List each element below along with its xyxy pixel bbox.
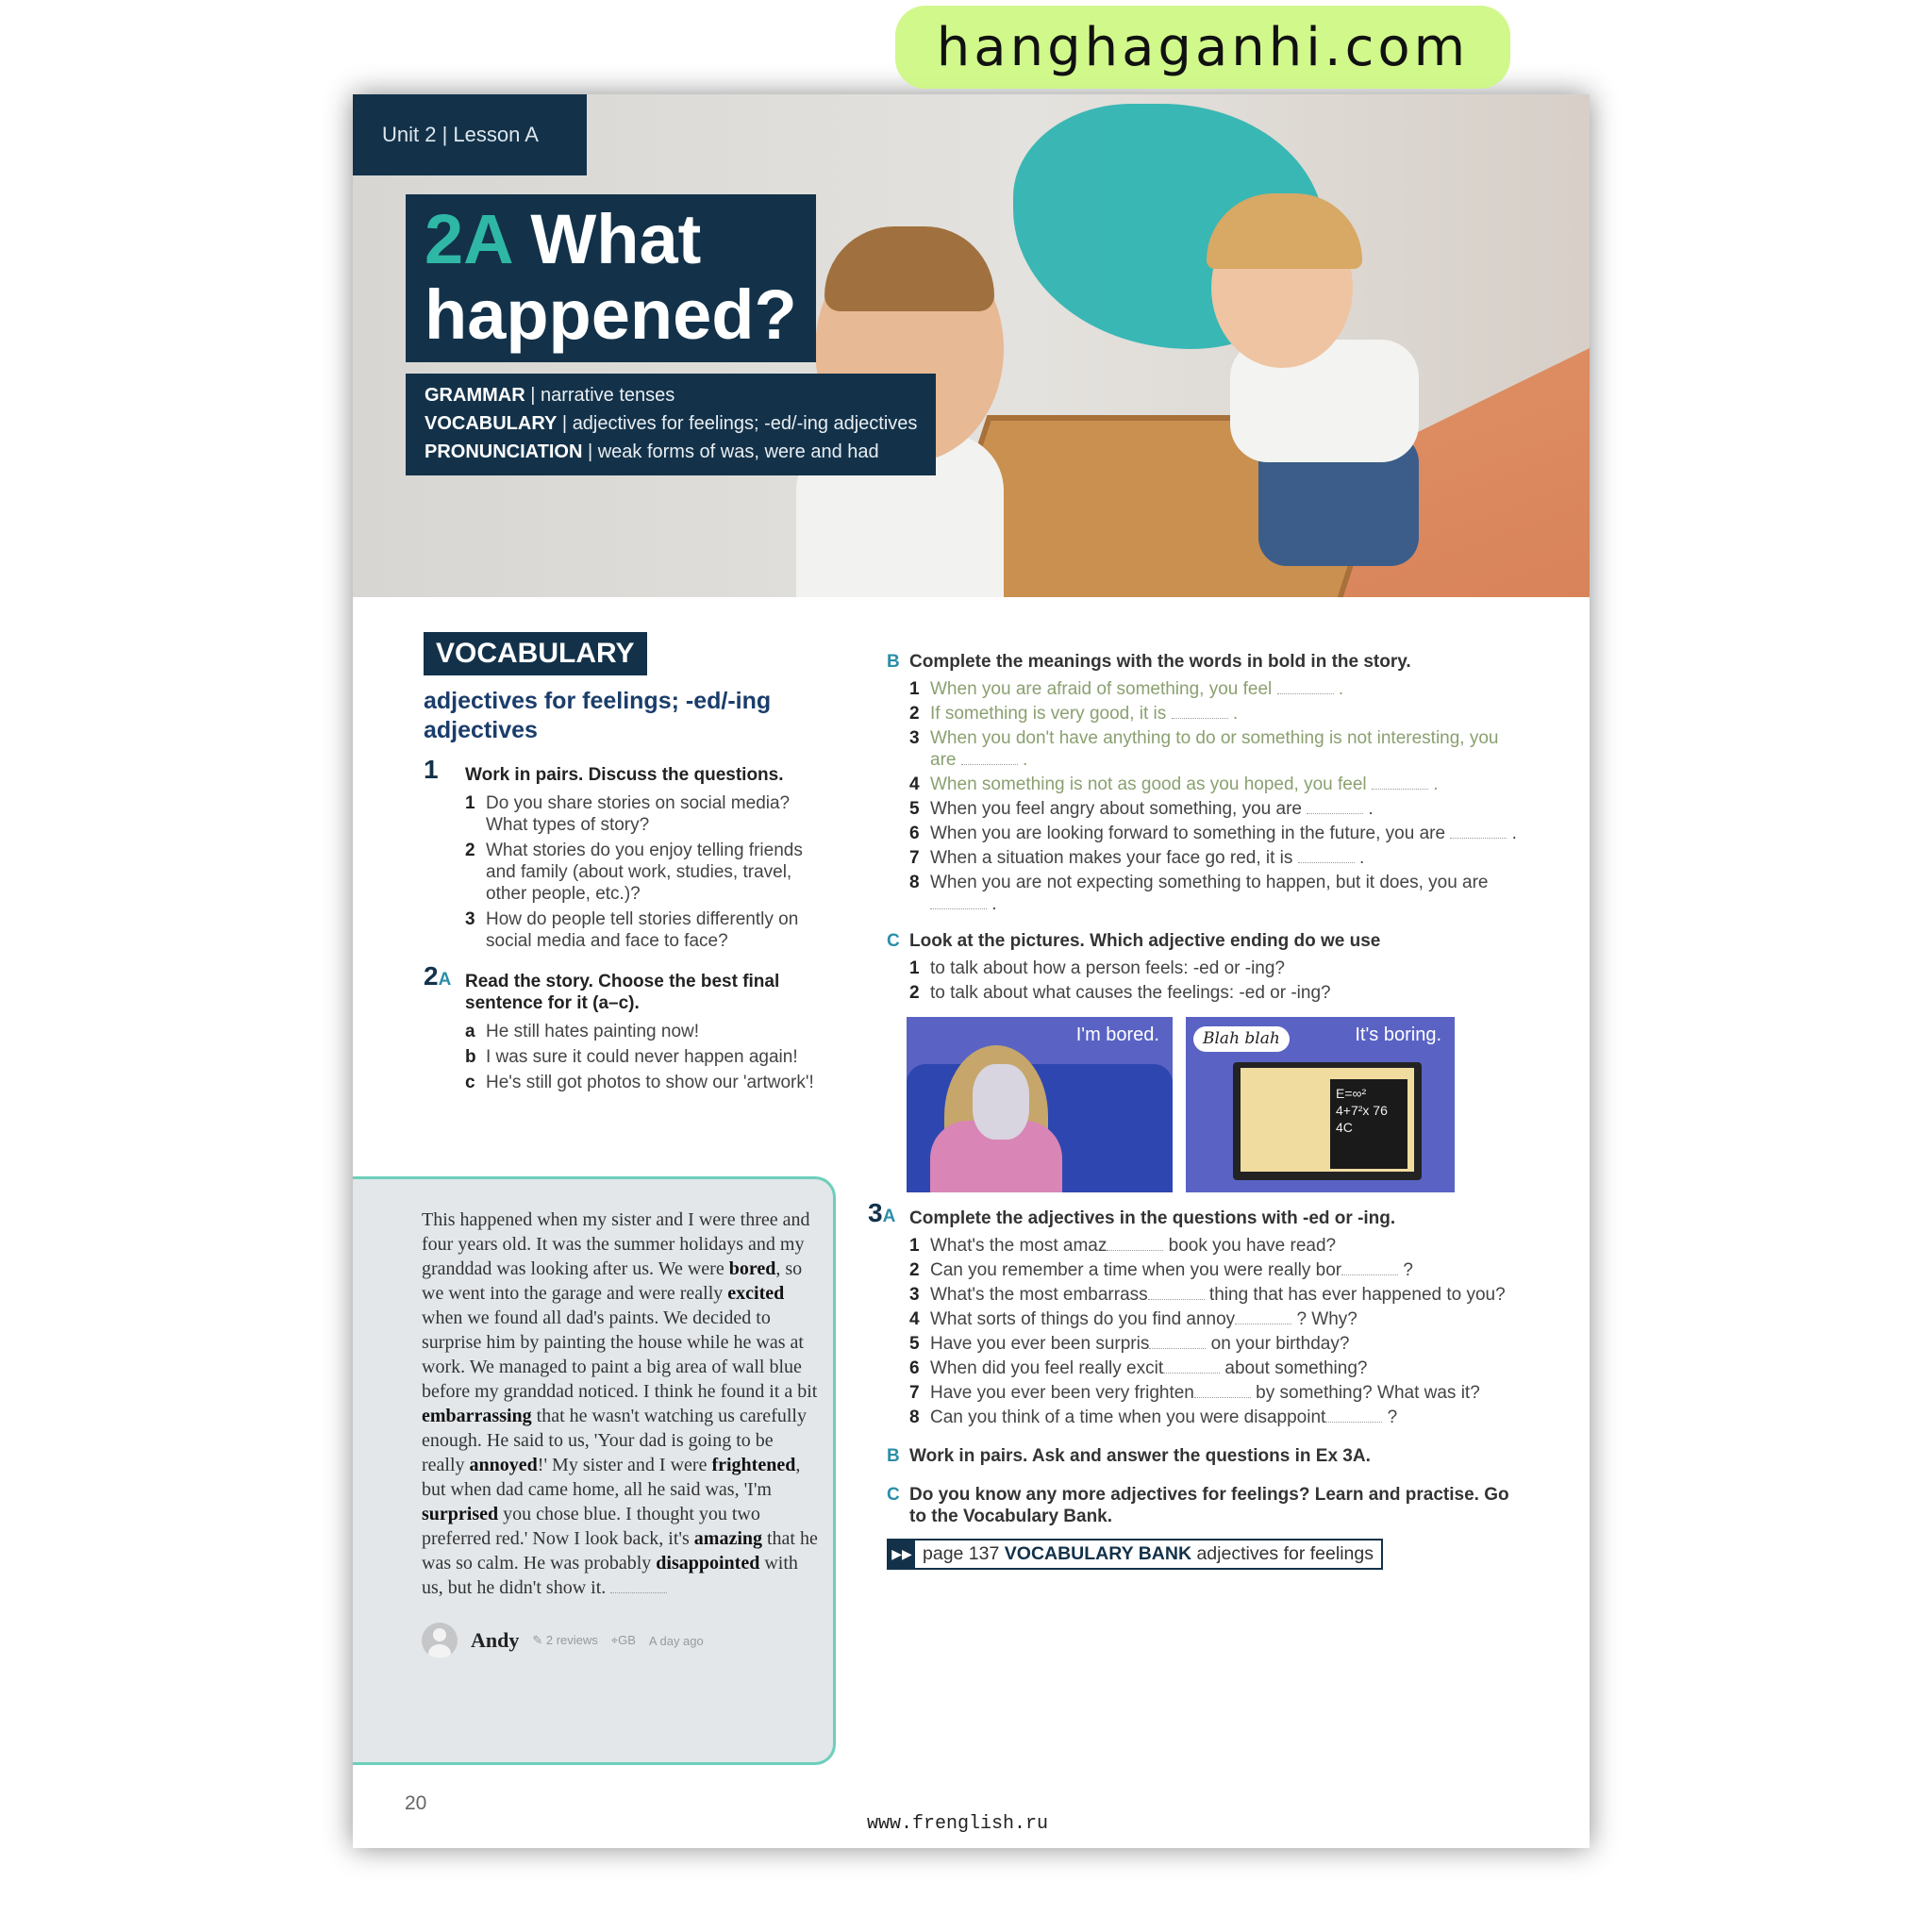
item-end: .: [1507, 824, 1517, 843]
tag-pronunciation: PRONUNCIATION | weak forms of was, were and had: [425, 441, 879, 462]
lesson-number: 2A: [425, 200, 511, 278]
item-number: 2: [465, 841, 475, 860]
list-item: [909, 1333, 1528, 1355]
exercise-instruction: Work in pairs. Ask and answer the questions in Ex 3A.: [909, 1446, 1371, 1466]
list-item: [909, 847, 1528, 869]
list-item: [909, 1284, 1528, 1306]
item-text: I was sure it could never happen again!: [486, 1047, 798, 1067]
item-text: Do you share stories on social media? What types of story?: [486, 793, 791, 835]
watermark: hanghaganhi.com: [895, 6, 1510, 89]
answer-blank: [1148, 1299, 1205, 1300]
item-number: 4: [909, 1309, 920, 1329]
answer-blank: [1298, 862, 1355, 863]
item-number: 2: [909, 983, 920, 1003]
picture-boring: [1186, 1017, 1455, 1192]
title-line-1: What: [530, 200, 702, 278]
item-text: If something is very good, it is: [930, 704, 1172, 724]
item-end: .: [1427, 774, 1439, 794]
item-text: When you are afraid of something, you feel: [930, 679, 1277, 699]
item-text: He still hates painting now!: [486, 1022, 700, 1041]
picture-caption: I'm bored.: [1075, 1024, 1159, 1045]
story-segment: !' My sister and I were: [537, 1455, 712, 1475]
exercise-1: [424, 755, 829, 952]
story-segment: when we found all dad's paints. We decided to surprise him by painting the house while he was at work. We managed to paint a big area of wall blue before my granddad noticed. I think he found it a bit: [422, 1307, 818, 1402]
item-text: When you don't have anything to do or something is not interesting, you are: [930, 728, 1499, 770]
list-item: [909, 678, 1528, 700]
item-text: ?: [1398, 1260, 1413, 1280]
list-item: [465, 792, 829, 836]
item-number: 8: [909, 1407, 920, 1427]
story-segment: , but when dad came home, all he said was, 'I'm: [422, 1455, 801, 1500]
reviews-count: ✎ 2 reviews: [532, 1633, 598, 1647]
fast-forward-icon: ▶▶: [889, 1541, 915, 1568]
answer-blank: [610, 1592, 667, 1593]
list-item: [909, 1382, 1528, 1404]
story-text: [422, 1208, 818, 1600]
exercise-number: 1: [424, 755, 439, 784]
location: ⌖GB: [610, 1633, 636, 1647]
item-text: When did you feel really excit: [930, 1358, 1164, 1378]
item-text: When you are not expecting something to happen, but it does, you are: [930, 873, 1489, 892]
answer-blank: [1194, 1397, 1251, 1398]
exercise-3a: 3A Complete the adjectives in the questions with -ed or -ing.: [868, 1198, 1396, 1228]
list-item: [909, 1308, 1528, 1330]
item-number: a: [465, 1022, 475, 1041]
item-number: c: [465, 1073, 475, 1092]
exercise-instruction: Complete the meanings with the words in bold in the story.: [909, 652, 1411, 672]
exercise-2b: B Complete the meanings with the words in bold in the story.: [887, 652, 1411, 672]
story-card: [353, 1176, 836, 1765]
item-text: book you have read?: [1163, 1236, 1337, 1256]
item-text: ? Why?: [1291, 1309, 1357, 1329]
exercise-2c: C Look at the pictures. Which adjective ending do we use: [887, 931, 1381, 951]
item-text: When you feel angry about something, you are: [930, 799, 1307, 819]
item-number: 7: [909, 1383, 920, 1403]
item-text: What's the most embarrass: [930, 1285, 1148, 1305]
answer-blank: [1325, 1422, 1382, 1423]
answer-blank: [1450, 838, 1507, 839]
answer-blank: [961, 764, 1018, 765]
item-text: Have you ever been very frighten: [930, 1383, 1194, 1403]
reviewer-name: Andy: [471, 1628, 520, 1652]
answer-blank: [1372, 789, 1428, 790]
tag-vocabulary: VOCABULARY | adjectives for feelings; -ed/-ing adjectives: [425, 413, 918, 434]
item-end: .: [1017, 750, 1028, 770]
item-text: When you are looking forward to something in the future, you are: [930, 824, 1451, 843]
list-item: [465, 1072, 829, 1093]
item-end: .: [1333, 679, 1344, 699]
item-number: 2: [909, 1260, 920, 1280]
bold-word: embarrassing: [422, 1406, 532, 1426]
exercise-number: 2A: [424, 961, 452, 991]
item-end: .: [1363, 799, 1374, 819]
lesson-tags: [406, 374, 936, 475]
bold-word: annoyed: [469, 1455, 538, 1475]
item-number: 1: [909, 679, 920, 699]
exercise-instruction: Complete the adjectives in the questions with -ed or -ing.: [909, 1208, 1396, 1228]
list-item: [909, 1259, 1528, 1281]
item-number: 5: [909, 799, 920, 819]
vocabulary-heading: VOCABULARY: [424, 632, 647, 675]
review-time: A day ago: [648, 1633, 704, 1648]
unit-lesson-label: Unit 2 | Lesson A: [353, 94, 587, 175]
illustrations: [907, 1017, 1528, 1192]
list-item: [909, 1357, 1528, 1379]
item-number: 3: [909, 1285, 920, 1305]
item-end: .: [1354, 848, 1365, 868]
story-segment: you chose blue. I thought you two preferred red.' Now I look back, it's: [422, 1504, 760, 1549]
story-segment: This happened when my sister and I were three and four years old. It was the summer holidays and my granddad was looking after us. We were: [422, 1209, 810, 1279]
exercise-instruction: Look at the pictures. Which adjective ending do we use: [909, 931, 1381, 951]
item-text: Have you ever been surpris: [930, 1334, 1150, 1354]
item-number: 6: [909, 1358, 920, 1378]
list-item: [909, 703, 1528, 724]
list-item: [465, 840, 829, 905]
bold-word: amazing: [693, 1528, 762, 1549]
story-segment: , so we went into the garage and were really: [422, 1258, 803, 1304]
answer-blank: [1307, 813, 1363, 814]
speech-bubble: Blah blah: [1193, 1026, 1290, 1052]
exercise-instruction: Read the story. Choose the best final sentence for it (a–c).: [465, 972, 780, 1013]
answer-blank: [1163, 1373, 1220, 1374]
bold-word: frightened: [711, 1455, 796, 1475]
exercise-3b: B Work in pairs. Ask and answer the questions in Ex 3A.: [887, 1446, 1371, 1466]
reviewer-info: [422, 1623, 814, 1658]
item-text: ?: [1382, 1407, 1398, 1427]
list-item: [909, 958, 1528, 979]
item-number: b: [465, 1047, 476, 1067]
list-item: [909, 798, 1528, 820]
item-number: 3: [465, 909, 475, 929]
exercise-instruction: Do you know any more adjectives for feelings? Learn and practise. Go to the Vocabulary Bank.: [909, 1485, 1509, 1526]
pencil-icon: ✎: [532, 1633, 546, 1647]
vocabulary-bank-link[interactable]: ▶▶ page 137 VOCABULARY BANK adjectives for feelings: [887, 1539, 1383, 1570]
story-segment: with us, but he didn't show it.: [422, 1553, 798, 1598]
item-number: 4: [909, 774, 920, 794]
bold-word: bored: [728, 1258, 776, 1279]
item-text: to talk about what causes the feelings: -ed or -ing?: [930, 983, 1331, 1003]
list-item: [909, 1235, 1528, 1257]
list-item: [909, 872, 1528, 915]
exercise-3c: C Do you know any more adjectives for feelings? Learn and practise. Go to the Vocabulary Bank.: [887, 1485, 1509, 1526]
item-text: to talk about how a person feels: -ed or -ing?: [930, 958, 1286, 978]
list-item: [465, 1046, 829, 1068]
avatar: [422, 1623, 458, 1658]
item-text: When a situation makes your face go red, it is: [930, 848, 1298, 868]
page-number: 20: [405, 1792, 427, 1814]
bold-word: surprised: [422, 1504, 499, 1524]
left-column: [424, 632, 829, 1097]
textbook-page: [353, 94, 1590, 1848]
list-item: [909, 774, 1528, 795]
item-text: How do people tell stories differently on social media and face to face?: [486, 909, 799, 951]
item-number: 7: [909, 848, 920, 868]
exercise-2a: [424, 961, 829, 1093]
answer-blank: [1107, 1250, 1163, 1251]
item-text: by something? What was it?: [1250, 1383, 1480, 1403]
item-number: 6: [909, 824, 920, 843]
story-segment: that he was so calm. He was probably: [422, 1528, 818, 1574]
list-item: [909, 982, 1528, 1004]
item-number: 2: [909, 704, 920, 724]
location-pin-icon: ⌖: [610, 1633, 619, 1647]
tag-grammar: GRAMMAR | narrative tenses: [425, 385, 675, 406]
bold-word: excited: [727, 1283, 785, 1304]
list-item: [909, 823, 1528, 844]
title-line-2: happened?: [425, 275, 797, 354]
item-end: .: [1227, 704, 1239, 724]
story-segment: that he wasn't watching us carefully enough. He said to us, 'Your dad is going to be really: [422, 1406, 807, 1475]
item-text: What's the most amaz: [930, 1236, 1108, 1256]
item-text: He's still got photos to show our 'artwork'!: [486, 1073, 814, 1092]
footer-url: www.frenglish.ru: [867, 1813, 1049, 1835]
exercise-instruction: Work in pairs. Discuss the questions.: [465, 765, 784, 785]
item-number: 8: [909, 873, 920, 892]
list-item: [465, 1021, 829, 1042]
item-text: What stories do you enjoy telling friends and family (about work, studies, travel, other people, etc.)?: [486, 841, 803, 904]
answer-blank: [1172, 718, 1228, 719]
item-number: 1: [909, 958, 920, 978]
answer-blank: [1277, 693, 1334, 694]
item-text: thing that has ever happened to you?: [1204, 1285, 1506, 1305]
answer-blank: [930, 908, 987, 909]
vocabulary-subheading: adjectives for feelings; -ed/-ing adjectives: [424, 688, 772, 743]
item-number: 1: [909, 1236, 920, 1256]
bold-word: disappointed: [656, 1553, 760, 1574]
lesson-title: [406, 194, 816, 362]
picture-bored: [907, 1017, 1173, 1192]
item-text: When something is not as good as you hoped, you feel: [930, 774, 1372, 794]
right-column: [868, 651, 1528, 1570]
item-text: What sorts of things do you find annoy: [930, 1309, 1236, 1329]
item-text: on your birthday?: [1206, 1334, 1350, 1354]
picture-caption: It's boring.: [1355, 1024, 1441, 1045]
item-number: 5: [909, 1334, 920, 1354]
item-text: Can you think of a time when you were disappoint: [930, 1407, 1326, 1427]
item-end: .: [987, 894, 997, 914]
list-item: [909, 1407, 1528, 1428]
item-number: 1: [465, 793, 475, 813]
list-item: [465, 908, 829, 952]
item-text: about something?: [1220, 1358, 1368, 1378]
item-number: 3: [909, 728, 920, 748]
hero-photo: [353, 94, 1590, 597]
answer-blank: [1149, 1348, 1206, 1349]
list-item: [909, 727, 1528, 771]
item-text: Can you remember a time when you were really bor: [930, 1260, 1342, 1280]
answer-blank: [1341, 1274, 1398, 1275]
blackboard-text: E=∞² 4+7²x 76 4C: [1330, 1079, 1407, 1169]
